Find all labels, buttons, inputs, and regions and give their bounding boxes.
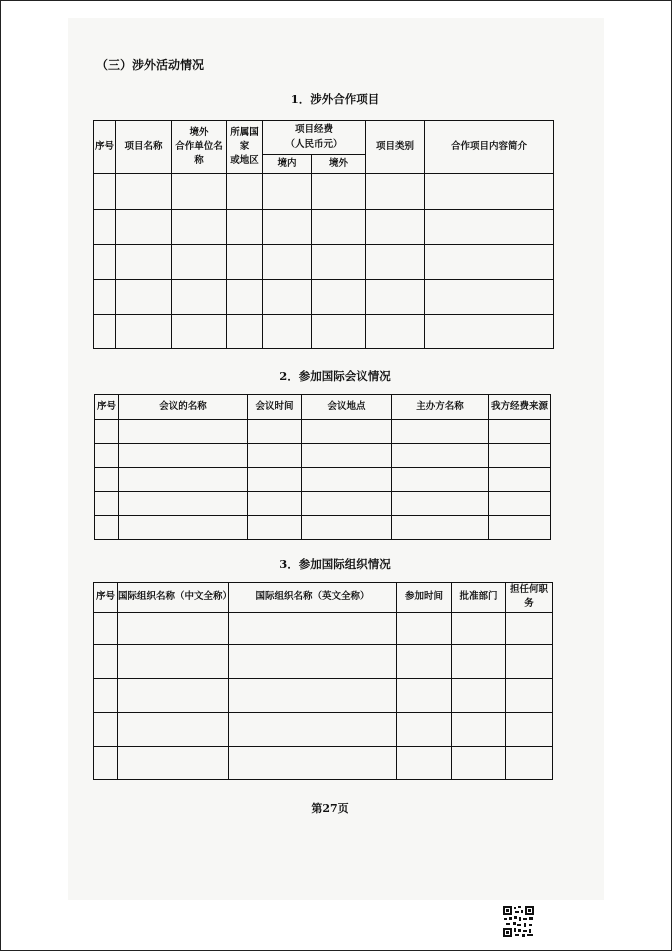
header-funding-source: 我方经费来源 (489, 395, 551, 420)
header-country (227, 121, 263, 174)
table-row (95, 492, 551, 516)
international-organization-table (93, 582, 553, 780)
header-funding-line1: 项目经费 (295, 124, 334, 136)
international-conference-table (94, 394, 551, 540)
header-org-name-en: 国际组织名称（英文全称） (229, 583, 397, 613)
table1-title: 1．涉外合作项目 (290, 92, 380, 106)
header-position: 担任何职务 (506, 583, 553, 613)
header-country-line2: 或地区 (230, 155, 259, 167)
header-summary: 合作项目内容简介 (425, 121, 554, 174)
header-conference-name: 会议的名称 (119, 395, 248, 420)
table-row (95, 516, 551, 540)
header-funding (263, 121, 366, 155)
section-heading: （三）涉外活动情况 (96, 58, 205, 72)
page-number: 第27页 (311, 802, 349, 815)
header-category: 项目类别 (366, 121, 425, 174)
table-row (94, 174, 554, 210)
table-row (94, 678, 553, 712)
header-approving-dept: 批准部门 (452, 583, 506, 613)
header-funding-line2: （人民币元） (285, 138, 343, 150)
header-partner-line1: 境外 (189, 126, 209, 138)
table-row (94, 315, 554, 349)
header-conference-location: 会议地点 (302, 395, 392, 420)
table-row (94, 210, 554, 245)
header-conference-time: 会议时间 (248, 395, 302, 420)
table-row (95, 444, 551, 468)
header-partner (172, 121, 227, 174)
header-join-time: 参加时间 (397, 583, 452, 613)
table-row (95, 420, 551, 444)
header-country-line1: 所属国家 (230, 126, 259, 152)
table3-title: 3．参加国际组织情况 (279, 557, 391, 571)
header-project-name: 项目名称 (116, 121, 172, 174)
foreign-cooperation-table (93, 120, 554, 349)
header-organizer: 主办方名称 (392, 395, 489, 420)
table-row (94, 245, 554, 280)
header-partner-line2: 合作单位名称 (175, 140, 223, 167)
table-row (94, 612, 553, 644)
header-overseas: 境外 (312, 155, 366, 174)
table-row (94, 644, 553, 678)
table2-title: 2．参加国际会议情况 (279, 369, 391, 383)
header-domestic: 境内 (263, 155, 312, 174)
table-row (94, 746, 553, 779)
qr-code-icon (502, 905, 535, 938)
header-seq: 序号 (94, 583, 118, 613)
table-row (94, 712, 553, 746)
table-row (95, 468, 551, 492)
header-seq: 序号 (94, 121, 116, 174)
table-row (94, 280, 554, 315)
header-org-name-cn: 国际组织名称（中文全称） (118, 583, 229, 613)
header-seq: 序号 (95, 395, 119, 420)
